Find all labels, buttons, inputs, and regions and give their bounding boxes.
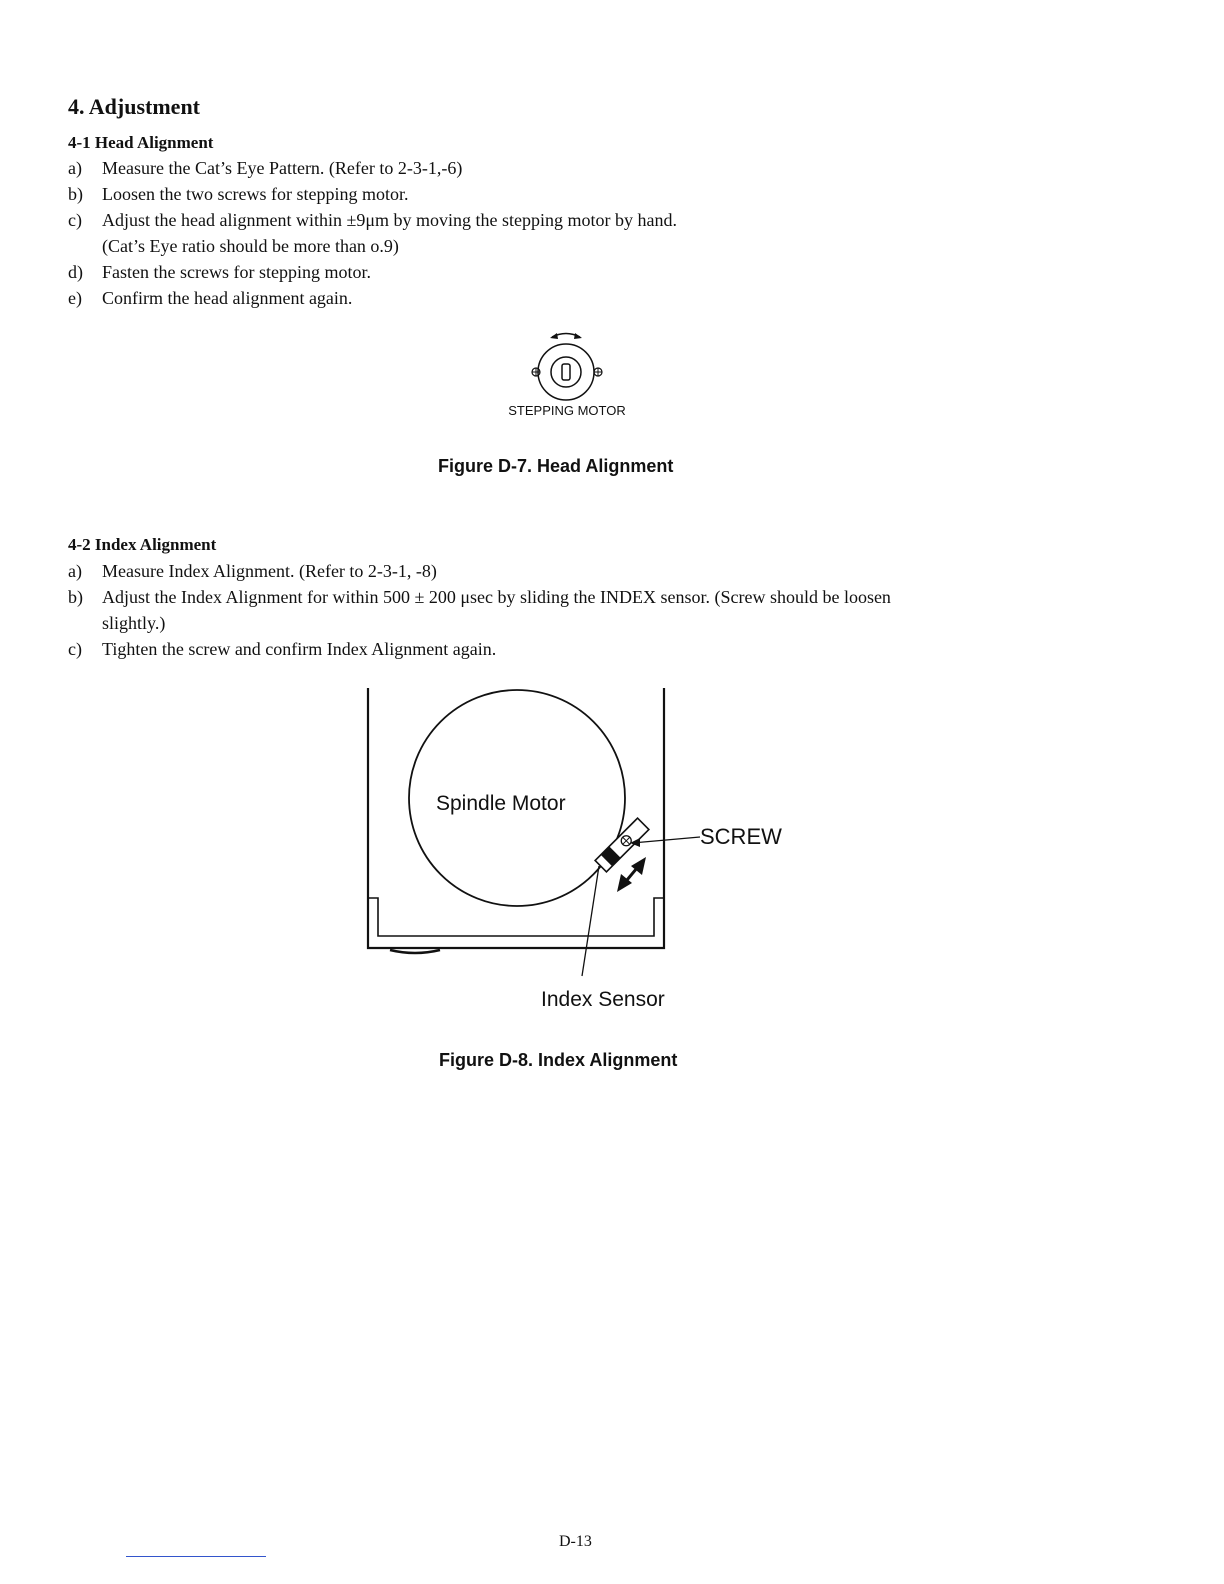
index-alignment-title: 4-2 Index Alignment	[68, 535, 217, 554]
list-item-label: c)	[68, 210, 82, 230]
list-item-text: Measure the Cat’s Eye Pattern. (Refer to 2-3-1,-6)	[102, 158, 463, 178]
motor-inner-circle	[551, 357, 581, 387]
list-item-text: Fasten the screws for stepping motor.	[102, 262, 371, 282]
motor-outer-circle	[538, 344, 594, 400]
list-item	[68, 233, 399, 259]
list-item	[68, 207, 677, 233]
figure-d8-caption: Figure D-8. Index Alignment	[439, 1050, 678, 1070]
list-item-label: a)	[68, 561, 82, 581]
list-item	[68, 285, 353, 311]
list-item-text: Measure Index Alignment. (Refer to 2-3-1, -8)	[102, 561, 437, 581]
list-item	[68, 584, 891, 610]
list-item-text: Confirm the head alignment again.	[102, 288, 353, 308]
chassis-inner-lip	[368, 898, 664, 936]
chassis-foot	[390, 950, 440, 953]
index-sensor-label: Index Sensor	[541, 988, 665, 1011]
list-item-label: e)	[68, 288, 82, 308]
stepping-motor-diagram	[500, 322, 660, 427]
list-item-text: slightly.)	[102, 613, 166, 633]
list-item-text: Loosen the two screws for stepping motor.	[102, 184, 409, 204]
list-item-label: b)	[68, 587, 83, 607]
list-item	[68, 558, 437, 584]
list-item-label: a)	[68, 158, 82, 178]
head-alignment-title: 4-1 Head Alignment	[68, 133, 214, 152]
spindle-motor-label: Spindle Motor	[436, 792, 566, 815]
figure-d7-caption: Figure D-7. Head Alignment	[438, 456, 674, 476]
section-title: 4. Adjustment	[68, 94, 201, 119]
list-item-label: d)	[68, 262, 83, 282]
list-item	[68, 610, 166, 636]
rotation-arrow-right-head	[574, 333, 582, 339]
list-item-text: (Cat’s Eye ratio should be more than o.9)	[102, 236, 399, 256]
screw-label: SCREW	[700, 824, 782, 849]
index-alignment-diagram	[340, 680, 810, 1025]
stepping-motor-label: STEPPING MOTOR	[508, 403, 626, 418]
motor-shaft	[562, 364, 570, 380]
list-item	[68, 259, 371, 285]
list-item-label: c)	[68, 639, 82, 659]
list-item-text: Adjust the head alignment within ±9μm by moving the stepping motor by hand.	[102, 210, 677, 230]
rotation-arrow-left-head	[550, 333, 558, 339]
screw-leader-line	[632, 837, 700, 843]
chassis-outline	[368, 688, 664, 948]
list-item-label: b)	[68, 184, 83, 204]
page-number: D-13	[559, 1533, 592, 1550]
footer-rule	[126, 1556, 266, 1557]
list-item	[68, 636, 497, 662]
list-item	[68, 155, 463, 181]
list-item-text: Tighten the screw and confirm Index Alignment again.	[102, 639, 497, 659]
list-item-text: Adjust the Index Alignment for within 500 ± 200 μsec by sliding the INDEX sensor. (Screw should be loosen	[102, 587, 891, 607]
list-item	[68, 181, 409, 207]
